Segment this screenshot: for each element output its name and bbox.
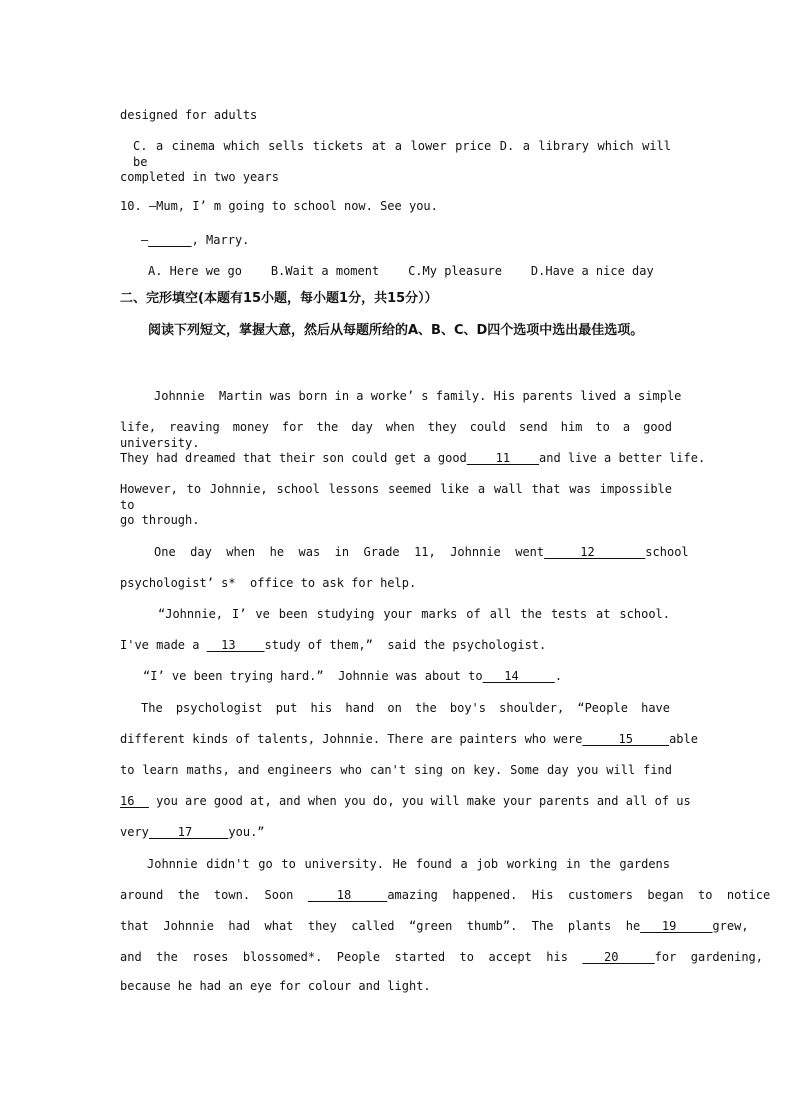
text-span: around the town. Soon <box>120 888 308 902</box>
text-span: I've made a <box>120 638 207 652</box>
blank-13: 13 <box>206 638 265 652</box>
p1-line-3 <box>120 450 706 466</box>
p1-line-2: life, reaving money for the day when they could send him to a good university. <box>120 420 672 450</box>
q10-options: A. Here we go B.Wait a moment C.My pleasure D.Have a nice day <box>148 264 654 278</box>
p6-line-5: because he had an eye for colour and light. <box>120 979 431 993</box>
p6-line-1: Johnnie didn't go to university. He found a job working in the gardens <box>147 857 670 871</box>
blank-18: 18 <box>307 888 388 902</box>
text-span: study of them,” said the psychologist. <box>264 638 547 652</box>
p2-line-2: psychologist’ s* office to ask for help. <box>120 576 417 590</box>
text-span: that Johnnie had what they called “green thumb”. The plants he <box>120 919 641 933</box>
text-span: school <box>645 545 689 559</box>
blank-20: 20 <box>582 950 655 964</box>
text-span: able <box>669 732 698 746</box>
p3-line-2 <box>120 637 672 653</box>
blank-15: 15 <box>582 732 670 746</box>
section-title: 二、完形填空(本题有15小题，每小题1分，共15分）） <box>120 291 438 306</box>
p5-line-2 <box>120 731 698 747</box>
p5-line-1: The psychologist put his hand on the boy's shoulder, “People have <box>141 701 670 715</box>
q10-reply-dash: — <box>141 233 149 247</box>
text-span: you are good at, and when you do, you will make your parents and all of us <box>148 794 691 808</box>
text-span: “I’ ve been trying hard.” Johnnie was about to <box>143 669 483 683</box>
q10-blank: ______ <box>148 233 192 247</box>
q10-stem: 10. —Mum, I’ m going to school now. See you. <box>120 199 438 213</box>
p4-line <box>143 668 695 684</box>
text-span: you.” <box>228 825 265 839</box>
prev-question-line-1: designed for adults <box>120 108 258 122</box>
p1-line-1: Johnnie Martin was born in a worke’ s family. His parents lived a simple <box>154 389 682 403</box>
text-span: and live a better life. <box>539 451 706 465</box>
blank-19: 19 <box>640 919 713 933</box>
text-span: and the roses blossomed*. People started to accept his <box>120 950 583 964</box>
p5-line-4 <box>120 793 691 809</box>
blank-12: 12 <box>544 545 646 559</box>
p1-line-5: go through. <box>120 513 200 527</box>
text-span: grew, <box>712 919 749 933</box>
section-instruction: 阅读下列短文，掌握大意，然后从每题所给的A、B、C、D四个选项中选出最佳选项。 <box>148 323 644 338</box>
blank-16: 16 <box>120 794 149 808</box>
p2-line-1 <box>154 544 706 560</box>
blank-17: 17 <box>148 825 229 839</box>
text-span: very <box>120 825 149 839</box>
p5-line-5 <box>120 824 672 840</box>
blank-14: 14 <box>482 669 555 683</box>
blank-11: 11 <box>466 451 540 465</box>
text-span: One day when he was in Grade 11, Johnnie went <box>154 545 545 559</box>
prev-question-options-cd: C. a cinema which sells tickets at a lower price D. a library which will be <box>133 139 671 169</box>
p5-line-3: to learn maths, and engineers who can't sing on key. Some day you will find <box>120 763 672 777</box>
text-span: different kinds of talents, Johnnie. There are painters who were <box>120 732 583 746</box>
p3-line-1: “Johnnie, I’ ve been studying your marks of all the tests at school. <box>158 607 670 621</box>
p6-line-4 <box>120 949 763 965</box>
text-span: amazing happened. His customers began to notice <box>387 888 771 902</box>
text-span: for gardening, <box>654 950 763 964</box>
q10-reply-name: , Marry. <box>191 233 250 247</box>
text-span: . <box>554 669 563 683</box>
prev-question-line-3: completed in two years <box>120 170 279 184</box>
q10-reply <box>141 232 693 248</box>
p6-line-3 <box>120 918 749 934</box>
p6-line-2 <box>120 887 771 903</box>
p1-line-4: However, to Johnnie, school lessons seemed like a wall that was impossible to <box>120 482 672 512</box>
text-span: They had dreamed that their son could get a good <box>120 451 467 465</box>
